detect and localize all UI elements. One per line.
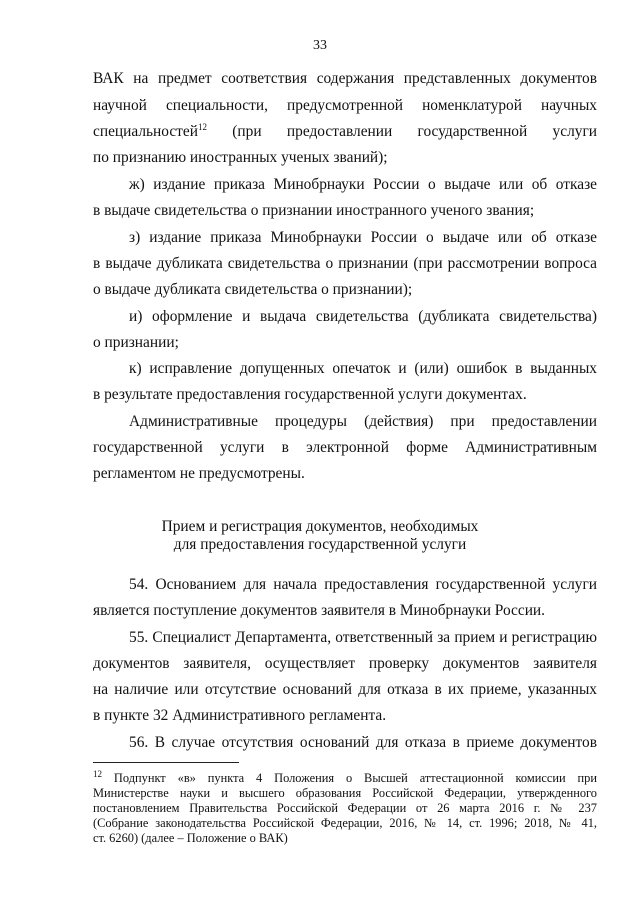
page-number: 33: [313, 38, 327, 53]
paragraph-1-line-3-text: специальностей: [93, 123, 198, 140]
paragraph-1-line-2: научной специальности, предусмотренной номенклатурой научных: [93, 97, 597, 114]
paragraph-admin-line-2: государственной услуги в электронной форме Административным: [93, 439, 597, 456]
item-zh-line-1: ж) издание приказа Минобрнауки России о выдаче или об отказе: [129, 176, 597, 193]
footnote-ref-12: 12: [197, 121, 207, 132]
footnote-line-2: Министерстве науки и высшего образования Российской Федерации, утвержденного: [93, 786, 597, 800]
paragraph-55-line-4: в пункте 32 Административного регламента.: [93, 707, 387, 724]
item-i-line-1: и) оформление и выдача свидетельства (дубликата свидетельства): [129, 308, 597, 325]
paragraph-55-line-2: документов заявителя, осуществляет проверку документов заявителя: [93, 655, 597, 672]
paragraph-1-line-1: ВАК на предмет соответствия содержания представленных документов: [93, 70, 597, 87]
paragraph-56-line-1: 56. В случае отсутствия оснований для отказа в приеме документов: [129, 734, 597, 751]
item-i-line-2: о признании;: [93, 334, 179, 351]
item-zh-line-2: в выдаче свидетельства о признании иностранного ученого звания;: [93, 202, 535, 219]
item-k-line-2: в результате предоставления государственной услуги документах.: [93, 386, 527, 403]
footnote-line-3: постановлением Правительства Российской Федерации от 26 марта 2016 г. № 237: [93, 801, 597, 815]
item-z-line-2: в выдаче дубликата свидетельства о признании (при рассмотрении вопроса: [93, 255, 597, 272]
paragraph-1-line-4: по признанию иностранных ученых званий);: [93, 149, 388, 166]
paragraph-54-line-2: является поступление документов заявителя в Минобрнауки России.: [93, 602, 546, 619]
paragraph-admin-line-3: регламентом не предусмотрены.: [93, 465, 305, 482]
footnote-number: 12: [93, 768, 102, 779]
footnote-separator: [93, 762, 239, 763]
paragraph-55-line-1: 55. Специалист Департамента, ответственный за прием и регистрацию: [129, 629, 597, 646]
section-heading-line-2: для предоставления государственной услуги: [173, 536, 467, 553]
paragraph-54-line-1: 54. Основанием для начала предоставления государственной услуги: [129, 576, 597, 593]
paragraph-1-line-3-rest: (при предоставлении государственной услуги: [206, 123, 597, 140]
item-z-line-1: з) издание приказа Минобрнауки России о выдаче или об отказе: [129, 229, 597, 246]
footnote-line-5: ст. 6260) (далее – Положение о ВАК): [93, 831, 288, 845]
footnote-line-1: [93, 768, 597, 786]
section-heading-line-1: Прием и регистрация документов, необходимых: [161, 518, 479, 535]
paragraph-55-line-3: на наличие или отсутствие оснований для отказа в их приеме, указанных: [93, 681, 597, 698]
item-z-line-3: о выдаче дубликата свидетельства о признании);: [93, 281, 413, 298]
footnote-line-1-text: Подпункт «в» пункта 4 Положения о Высшей аттестационной комиссии при: [102, 771, 597, 785]
paragraph-1-line-3: [93, 123, 597, 141]
paragraph-admin-line-1: Административные процедуры (действия) при предоставлении: [129, 413, 597, 430]
item-k-line-1: к) исправление допущенных опечаток и (или) ошибок в выданных: [129, 360, 597, 377]
footnote-line-4: (Собрание законодательства Российской Федерации, 2016, № 14, ст. 1996; 2018, № 41,: [93, 816, 597, 830]
